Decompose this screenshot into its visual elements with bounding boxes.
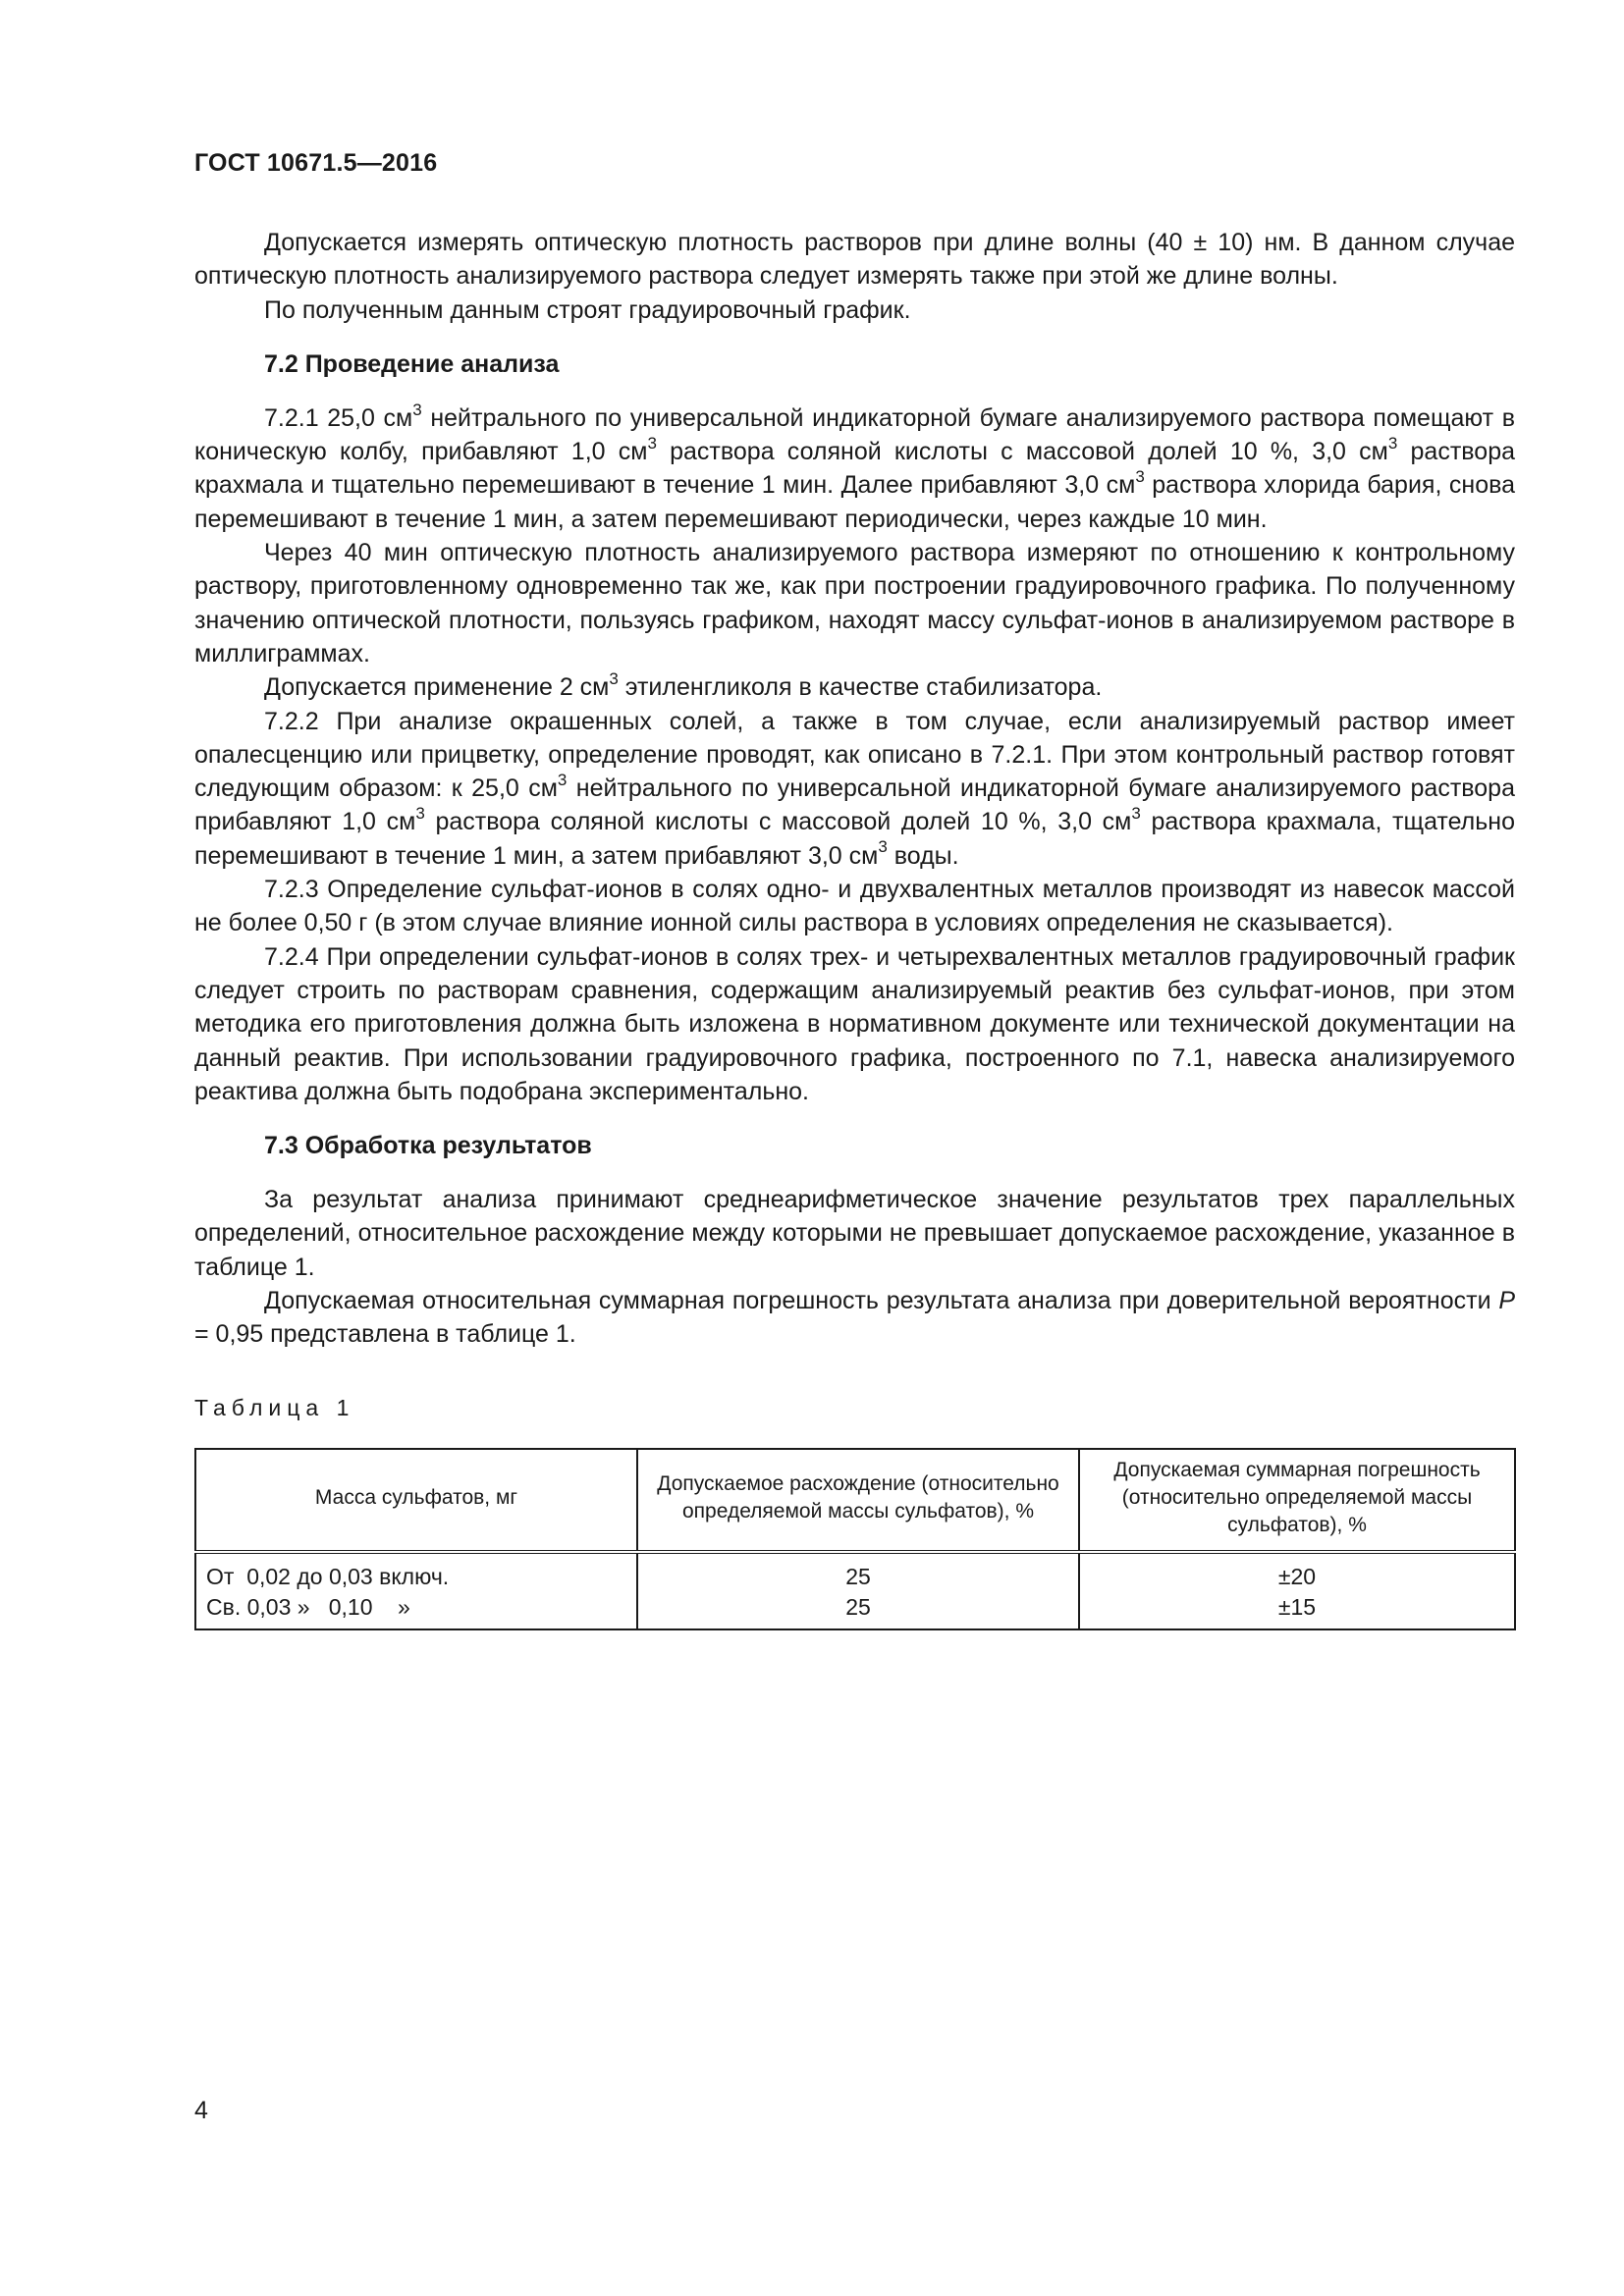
paragraph-wavelength: Допускается измерять оптическую плотность растворов при длине волны (40 ± 10) нм. В данном случае оптическую плотность анализируемого раствора следует измерять также при этой же длине волны. (194, 229, 1515, 291)
table-row (195, 1552, 1515, 1592)
paragraph-7-2-3: 7.2.3 Определение сульфат-ионов в солях одно- и двухвалентных металлов производят из навесок массой не более 0,50 г (в этом случае влияние ионной силы раствора в условиях определения не сказывается). (194, 876, 1515, 937)
paragraph-ethylene-glycol: Допускается применение 2 $см^3$ этиленгликоля в качестве стабилизатора. (264, 668, 1103, 702)
table-header-cell: Допускаемая суммарная погрешность (относительно определяемой массы сульфатов), % (1079, 1449, 1515, 1552)
paragraph-7-2-2: 7.2.2 При анализе окрашенных солей, а также в том случае, если анализируемый раствор имеет опалесценцию или прицветку, определение проводят, как описано в 7.2.1. При этом контрольный раствор готовят следующим образом: к 25,0 $см^3$ нейтрального по универсальной индикаторной бумаге анализируемого раствора прибавляют 1,0 $см^3$ раствора соляной кислоты с массовой долей 10 %, 3,0 $см^3$ раствора крахмала, тщательно перемешивают в течение 1 мин, а затем прибавляют 3,0 $см^3$ воды. (194, 707, 1515, 870)
paragraph-calibration-graph: По полученным данным строят градуировочный график. (264, 295, 911, 324)
section-heading-7-2: 7.2 Проведение анализа (264, 349, 560, 378)
paragraph-7-2-1: 7.2.1 25,0 $см^3$ нейтрального по универсальной индикаторной бумаге анализируемого раствора помещают в коническую колбу, прибавляют 1,0 $см^3$ раствора соляной кислоты с массовой долей 10 %, 3,0 $см^3$ раствора крахмала и тщательно перемешивают в течение 1 мин. Далее прибавляют 3,0 $см^3$ раствора хлорида бария, снова перемешивают в течение 1 мин, а затем перемешивают периодически, через каждые 10 мин. (194, 400, 1516, 533)
results-table (194, 1448, 1516, 1630)
table-cell: Св. 0,03 » 0,10 » (195, 1592, 637, 1629)
table-header-cell: Допускаемое расхождение (относительно определяемой массы сульфатов), % (637, 1449, 1079, 1552)
table-cell: ±15 (1079, 1592, 1515, 1629)
paragraph-7-3-error: Допускаемая относительная суммарная погрешность результата анализа при доверительной вероятности P = 0,95 представлена в таблице 1. (194, 1287, 1515, 1349)
table-cell: 25 (637, 1592, 1079, 1629)
table-row (195, 1592, 1515, 1629)
table-cell: От 0,02 до 0,03 включ. (195, 1552, 637, 1592)
table-header-row (195, 1449, 1515, 1552)
document-body (194, 226, 1515, 1630)
table-caption: Таблица 1 (194, 1394, 355, 1420)
standard-code-header: ГОСТ 10671.5—2016 (194, 149, 438, 177)
table-cell: ±20 (1079, 1552, 1515, 1592)
table-header-cell: Масса сульфатов, мг (195, 1449, 637, 1552)
table-cell: 25 (637, 1552, 1079, 1592)
paragraph-7-2-4: 7.2.4 При определении сульфат-ионов в солях трех- и четырехвалентных металлов градуировочный график следует строить по растворам сравнения, содержащим анализируемый реактив без сульфат-ионов, при этом методика его приготовления должна быть изложена в нормативном документе или технической документации на данный реактив. При использовании градуировочного графика, построенного по 7.1, навеска анализируемого реактива должна быть подобрана экспериментально. (194, 942, 1515, 1105)
page-number: 4 (194, 2097, 208, 2124)
section-heading-7-3: 7.3 Обработка результатов (264, 1132, 592, 1160)
paragraph-7-3-result: За результат анализа принимают среднеарифметическое значение результатов трех параллельных определений, относительное расхождение между которыми не превышает допускаемое расхождение, указанное в таблице 1. (194, 1186, 1515, 1281)
paragraph-measurement-40min: Через 40 мин оптическую плотность анализируемого раствора измеряют по отношению к контрольному раствору, приготовленному одновременно так же, как при построении градуировочного графика. По полученному значению оптической плотности, пользуясь графиком, находят массу сульфат-ионов в анализируемом растворе в миллиграммах. (194, 539, 1515, 667)
